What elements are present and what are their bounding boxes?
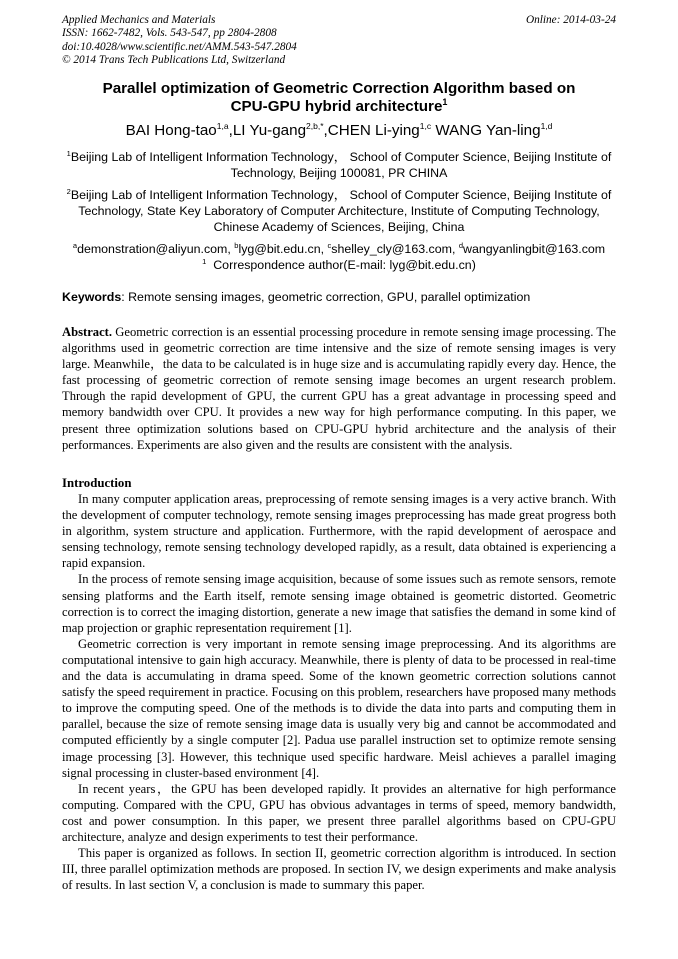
keywords-label: Keywords bbox=[62, 290, 122, 304]
author-list bbox=[62, 121, 616, 141]
email-separator: , bbox=[227, 242, 235, 256]
issn-line: ISSN: 1662-7482, Vols. 543-547, pp 2804-2808 bbox=[62, 27, 277, 40]
affiliation-line: Beijing Lab of Intelligent Information Technology， School of Computer Science, Beijing Institute of bbox=[70, 188, 612, 202]
title-footnote-mark: 1 bbox=[442, 97, 448, 107]
title-line-2 bbox=[62, 98, 616, 116]
email-address[interactable]: lyg@bit.edu.cn bbox=[238, 242, 321, 256]
email-address[interactable]: wangyanlingbit@163.com bbox=[463, 242, 606, 256]
affiliation-line: Technology, State Key Laboratory of Computer Architecture, Institute of Computing Technology, bbox=[78, 204, 600, 219]
keywords-text: : Remote sensing images, geometric correction, GPU, parallel optimization bbox=[121, 290, 531, 304]
paragraph: This paper is organized as follows. In section II, geometric correction algorithm is introduced. In section III, three parallel optimization methods are proposed. In section IV, we design experiments and make analysis of results. In last section V, a conclusion is made to summary this paper. bbox=[62, 846, 616, 893]
introduction-body bbox=[62, 491, 616, 893]
affiliation-line: Technology, Beijing 100081, PR CHINA bbox=[230, 166, 448, 181]
author-affiliation-mark: 1,d bbox=[540, 121, 553, 131]
author-separator: , bbox=[323, 122, 328, 139]
paragraph: In recent years，the GPU has been developed rapidly. It provides an alternative for high performance computing. Compared with the CPU, GPU has obvious advantages in terms of speed, memory bandwidth, cost and power consumption. In this paper, we present three parallel algorithms based on CPU-GPU architecture, analyze and design experiments to test their performance. bbox=[62, 781, 616, 844]
abstract-text: Geometric correction is an essential processing procedure in remote sensing image processing. The algorithms used in geometric correction are time intensive and the size of remote sensing images is very large. Meanwhile，the data to be calculated is in huge size and is accumulating rapidly every day. Hence, the fast processing of geometric correction of remote sensing image becomes an urgent research problem. Through the rapid development of GPU, the current GPU has a great advantage in processing speed and memory bandwidth over CPU. It provides a new way for high performance computing. In this paper, we present three optimization solutions based on CPU-GPU hybrid architecture and the analysis of their performances. Experiments are also given and the results are consistent with the analysis. bbox=[62, 325, 616, 452]
paragraph: In many computer application areas, preprocessing of remote sensing images is a very active branch. With the development of computer technology, remote sensing images preprocessing has made great progress both in algorithm, system structure and application. Furthermore, with the rapid development of aerospace and sensing technology, remote sensing technology developed rapidly, as a result, data obtained is experiencing a rapid expansion. bbox=[62, 492, 616, 571]
title-line-1: Parallel optimization of Geometric Correction Algorithm based on bbox=[102, 80, 576, 97]
author-affiliation-mark: 2,b,* bbox=[306, 121, 324, 131]
email-address[interactable]: demonstration@aliyun.com bbox=[77, 242, 228, 256]
author-separator: , bbox=[228, 122, 233, 139]
correspondence-mark: 1 bbox=[202, 257, 207, 266]
journal-header bbox=[62, 14, 297, 68]
author-name: BAI Hong-tao bbox=[125, 122, 217, 139]
author-name: CHEN Li-ying bbox=[327, 122, 420, 139]
author-name: WANG Yan-ling bbox=[435, 122, 541, 139]
journal-name: Applied Mechanics and Materials bbox=[62, 14, 216, 26]
affiliation-line: Beijing Lab of Intelligent Information Technology， School of Computer Science, Beijing Institute of bbox=[70, 150, 612, 164]
email-separator: , bbox=[320, 242, 328, 256]
paragraph: In the process of remote sensing image acquisition, because of some issues such as remote sensors, remote sensing platforms and the Earth itself, remote sensing image obtained is geometric distorted. Geometric correction is to correct the imaging distortion, generate a new image that satisfies the demand in some kind of map projection or graphic representation requirement [1]. bbox=[62, 572, 616, 635]
doi-line: doi:10.4028/www.scientific.net/AMM.543-547.2804 bbox=[62, 40, 297, 53]
email-mark: c bbox=[327, 241, 332, 250]
section-heading-introduction: Introduction bbox=[62, 476, 132, 490]
affiliation-line: Chinese Academy of Sciences, Beijing, China bbox=[213, 220, 465, 235]
email-mark: d bbox=[458, 241, 464, 250]
email-address[interactable]: shelley_cly@163.com bbox=[331, 242, 452, 256]
email-mark: b bbox=[234, 241, 239, 250]
affiliation-mark: 1 bbox=[66, 149, 71, 158]
affiliation-2 bbox=[62, 187, 616, 236]
online-date: Online: 2014-03-24 bbox=[525, 14, 616, 26]
affiliation-1 bbox=[62, 149, 616, 181]
author-affiliation-mark: 1,c bbox=[419, 121, 432, 131]
author-affiliation-mark: 1,a bbox=[216, 121, 229, 131]
correspondence-note bbox=[62, 257, 616, 273]
keywords bbox=[62, 289, 616, 305]
title-line-2-text: CPU-GPU hybrid architecture bbox=[230, 98, 443, 115]
copyright-line: © 2014 Trans Tech Publications Ltd, Switzerland bbox=[62, 54, 286, 67]
author-name: LI Yu-gang bbox=[232, 122, 307, 139]
email-list bbox=[62, 241, 616, 257]
abstract bbox=[62, 324, 616, 453]
abstract-label: Abstract. bbox=[62, 325, 113, 339]
affiliation-mark: 2 bbox=[66, 187, 71, 196]
paper-title bbox=[62, 80, 616, 116]
email-mark: a bbox=[72, 241, 78, 250]
email-separator: , bbox=[451, 242, 459, 256]
correspondence-text: Correspondence author(E-mail: lyg@bit.edu.cn) bbox=[213, 258, 476, 272]
paragraph: Geometric correction is very important in remote sensing image preprocessing. And its algorithms are computational intensive to gain high accuracy. Meanwhile, there is plenty of data to be processed in real-time and the data is accumulating in drama speed. Some of the known geometric correction solutions cannot satisfy the speed requirement in practice. Focusing on this problem, researchers have proposed many methods to improve the computing speed. One of the methods is to divide the data into parts and computing them in parallel, because the size of remote sensing image data is usually very big and cannot be accommodated and computed efficiently by a single computer [2]. Padua use parallel instruction set to optimize remote sensing image processing [3]. However, this technique used specific hardware. Meisl achieves a parallel imaging signal processing in cluster-based environment [4]. bbox=[62, 636, 616, 780]
